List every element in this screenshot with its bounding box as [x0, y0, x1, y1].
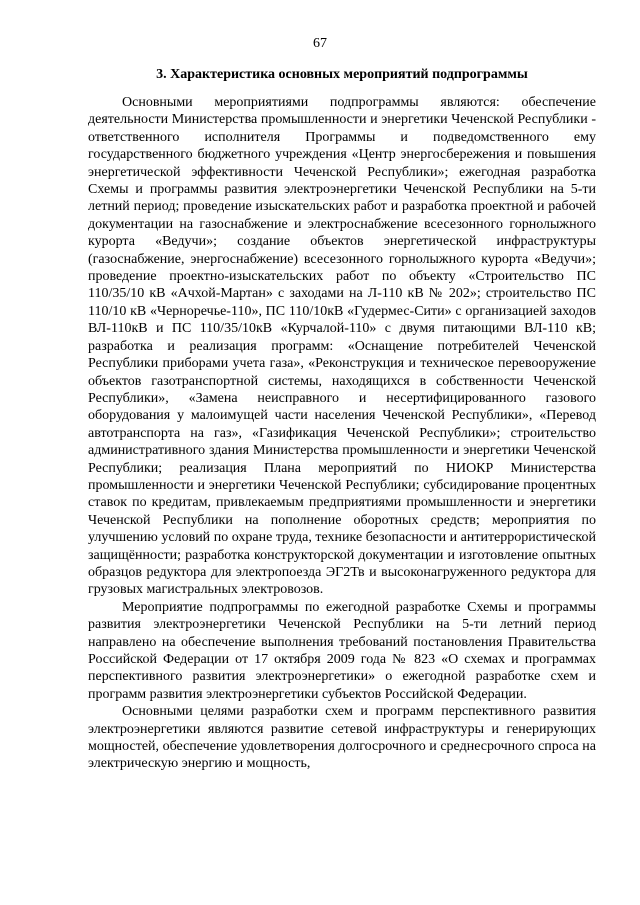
section-body [88, 94, 596, 773]
paragraph-main-activities: Основными мероприятиями подпрограммы являются: обеспечение деятельности Министерства промышленности и энергетики Чеченской Республики - ответственного исполнителя Программы и подведомственного ему государственного бюджетного учреждения «Центр энергосбережения и повышения энергетической эффективности Чеченской Республики»; ежегодная разработка Схемы и программы развития электроэнергетики Чеченской Республики на 5-ти летний период; проведение изыскательских работ и разработка проектной и рабочей документации на газоснабжение и электроснабжение всесезонного горнолыжного курорта «Ведучи»; создание объектов энергетической инфраструктуры (газоснабжение, энергоснабжение) всесезонного горнолыжного курорта «Ведучи»; проведение проектно-изыскательских работ по объекту «Строительство ПС 110/35/10 кВ «Ачхой-Мартан» с заходами на Л-110 кВ № 202»; строительство ПС 110/10 кВ «Черноречье-110», ПС 110/10кВ «Гудермес-Сити» с организацией заходов ВЛ-110кВ и ПС 110/35/10кВ «Курчалой-110» с двумя питающими ВЛ-110 кВ; разработка и реализация программ: «Оснащение потребителей Чеченской Республики приборами учета газа», «Реконструкция и техническое перевооружение объектов газотранспортной системы, находящихся в собственности Чеченской Республики», «Замена неисправного и несертифицированного газового оборудования у малоимущей части населения Чеченской Республики», «Перевод автотранспорта на газ», «Газификация Чеченской Республики»; строительство административного здания Министерства промышленности и энергетики Чеченской Республики; реализация Плана мероприятий по НИОКР Министерства промышленности и энергетики Чеченской Республики; субсидирование процентных ставок по кредитам, привлекаемым предприятиями промышленности и энергетики Чеченской Республики на пополнение оборотных средств; мероприятия по улучшению условий по охране труда, технике безопасности и антитеррористической защищённости; разработка конструкторской документации и изготовление опытных образцов редуктора для электропоезда ЭГ2Тв и высоконагруженного редуктора для грузовых магистральных электровозов. [88, 95, 596, 598]
section-title: 3. Характеристика основных мероприятий подпрограммы [156, 67, 528, 82]
paragraph-development-goals: Основными целями разработки схем и программ перспективного развития электроэнергетики являются развитие сетевой инфраструктуры и генерирующих мощностей, обеспечение удовлетворения долгосрочного и среднесрочного спроса на электрическую энергию и мощность, [88, 704, 596, 772]
page-number: 67 [313, 36, 327, 51]
paragraph-annual-scheme: Мероприятие подпрограммы по ежегодной разработке Схемы и программы развития электроэнергетики Чеченской Республики на 5-ти летний период направлено на обеспечение выполнения требований постановления Правительства Российской Федерации от 17 октября 2009 года № 823 «О схемах и программах перспективного развития электроэнергетики» о ежегодной разработке схем и программ развития электроэнергетики субъектов Российской Федерации. [88, 599, 596, 702]
